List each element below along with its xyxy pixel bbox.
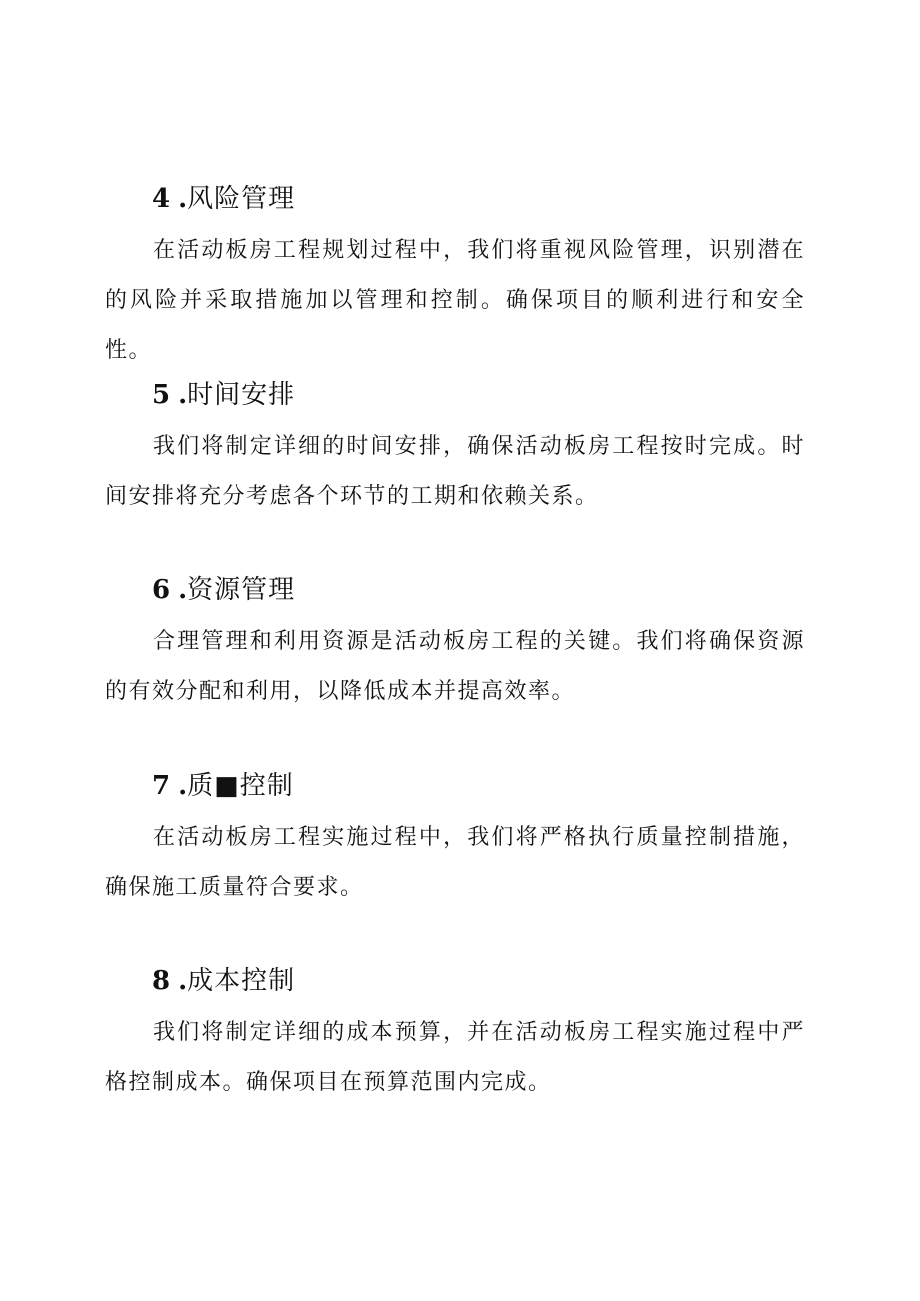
section-body: 我们将制定详细的成本预算，并在活动板房工程实施过程中严格控制成本。确保项目在预算范围内完成。	[105, 1020, 805, 1095]
section-body: 在活动板房工程规划过程中，我们将重视风险管理，识别潜在的风险并采取措施加以管理和控制。确保项目的顺利进行和安全性。	[105, 238, 805, 363]
section-heading	[152, 374, 295, 410]
section-body: 合理管理和利用资源是活动板房工程的关键。我们将确保资源的有效分配和利用，以降低成本并提高效率。	[105, 629, 805, 704]
section-separator: .	[178, 380, 188, 410]
section-heading	[152, 178, 295, 214]
section-title: 资源管理	[187, 575, 296, 605]
section-separator: .	[178, 184, 188, 214]
section-number: 4	[152, 184, 173, 214]
section-separator: .	[178, 966, 188, 996]
section-number: 6	[152, 575, 173, 605]
section-heading	[152, 765, 294, 801]
section-separator: .	[178, 575, 188, 605]
section-separator: .	[178, 771, 188, 801]
section-heading	[152, 960, 295, 996]
section-number: 5	[152, 380, 173, 410]
section-body: 我们将制定详细的时间安排，确保活动板房工程按时完成。时间安排将充分考虑各个环节的工期和依赖关系。	[105, 434, 805, 509]
section-body: 在活动板房工程实施过程中，我们将严格执行质量控制措施，确保施工质量符合要求。	[105, 825, 805, 900]
section-title: 质■控制	[187, 771, 294, 801]
section-heading	[152, 569, 295, 605]
section-title: 风险管理	[187, 184, 296, 214]
section-number: 7	[152, 771, 173, 801]
section-title: 成本控制	[187, 966, 296, 996]
section-title: 时间安排	[187, 380, 296, 410]
section-number: 8	[152, 966, 173, 996]
